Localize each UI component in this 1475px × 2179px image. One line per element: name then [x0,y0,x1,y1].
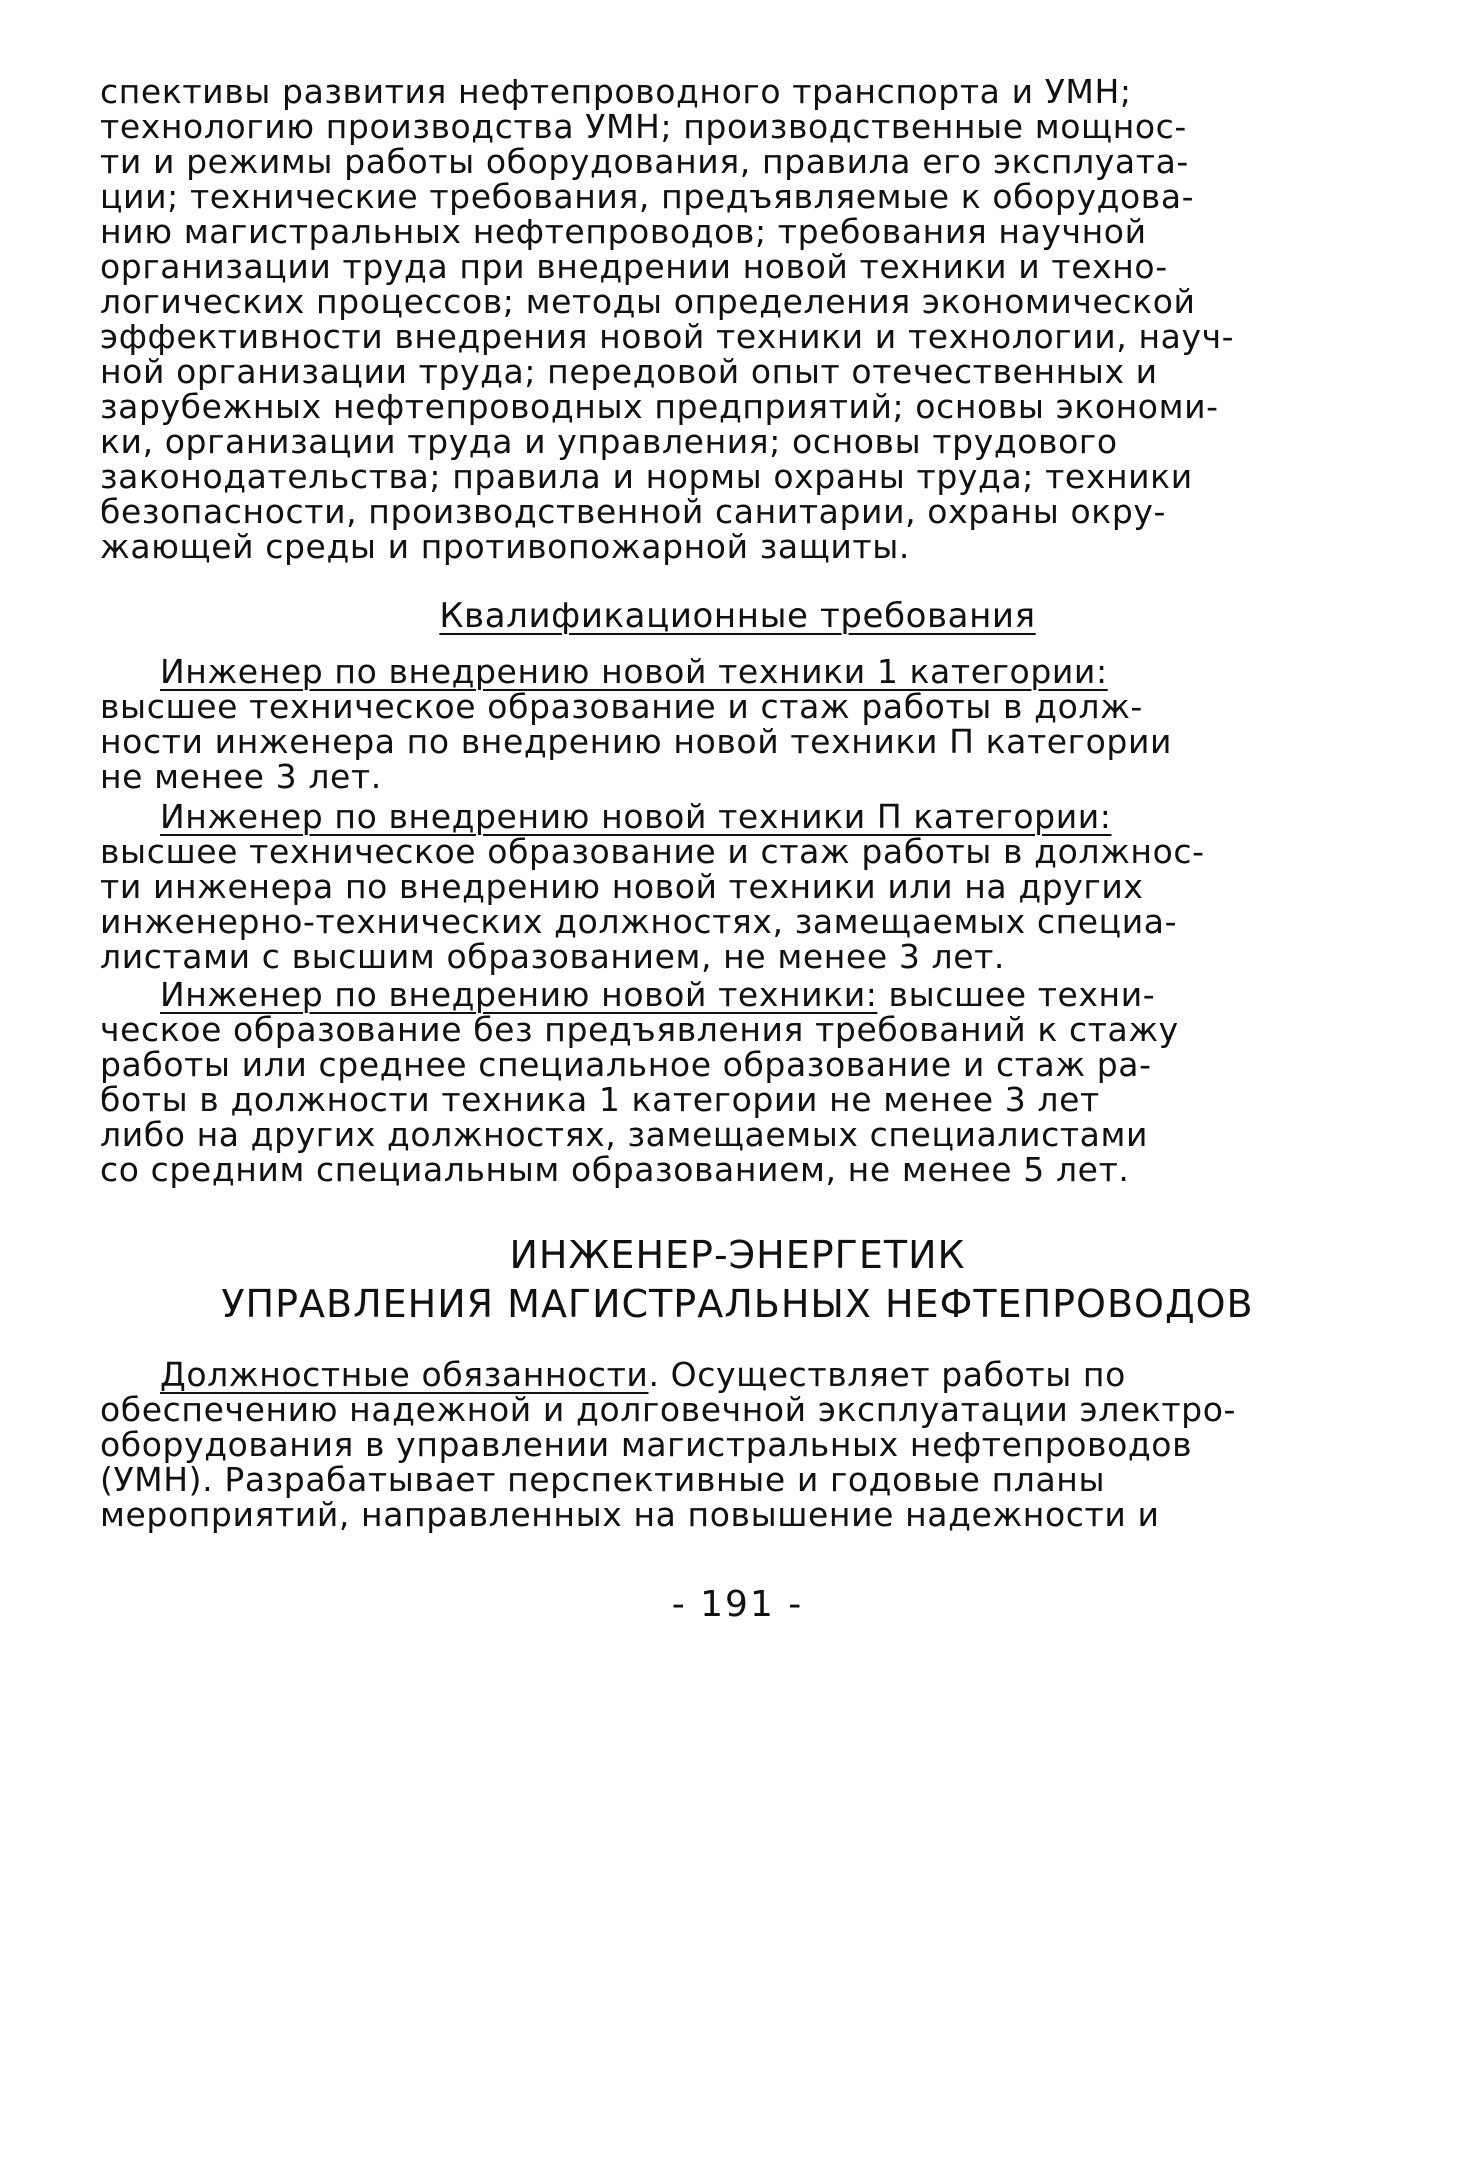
category1-title-line [160,652,1108,692]
intro-line: жающей среды и противопожарной защиты. [100,527,910,566]
intro-line: ки, организации труда и управления; основы трудового [100,422,1118,461]
category2-line: инженерно-технических должностях, замещаемых специа- [100,902,1178,941]
category2-line: листами с высшим образованием, не менее 3 лет. [100,937,1006,976]
intro-line: спективы развития нефтепроводного транспорта и УМН; [100,72,1132,111]
intro-line: ной организации труда; передовой опыт отечественных и [100,352,1158,391]
intro-line: организации труда при внедрении новой техники и техно- [100,247,1168,286]
intro-line: технологию производства УМН; производственные мощнос- [100,107,1187,146]
section-heading-line2: УПРАВЛЕНИЯ МАГИСТРАЛЬНЫХ НЕФТЕПРОВОДОВ [221,1282,1254,1326]
intro-line: логических процессов; методы определения экономической [100,282,1196,321]
duties-line: оборудования в управлении магистральных нефтепроводов [100,1425,1193,1464]
intro-line: ти и режимы работы оборудования, правила его эксплуата- [100,142,1189,181]
engineer-line: либо на других должностях, замещаемых специалистами [100,1115,1149,1154]
intro-line: нию магистральных нефтепроводов; требования научной [100,212,1147,251]
engineer-line: боты в должности техника 1 категории не менее 3 лет [100,1080,1100,1119]
duties-title: Должностные обязанности [160,1355,649,1394]
duties-line: обеспечению надежной и долговечной эксплуатации электро- [100,1390,1237,1429]
category2-line: высшее техническое образование и стаж работы в должнос- [100,832,1205,871]
qualification-section-title [0,596,1475,636]
page-number: - 191 - [671,1584,804,1625]
category1-line: не менее 3 лет. [100,757,382,796]
category2-title-line [160,797,1112,837]
engineer-line: ческое образование без предъявления требований к стажу [100,1010,1179,1049]
intro-line: зарубежных нефтепроводных предприятий; основы экономи- [100,387,1219,426]
intro-line: ции; технические требования, предъявляемые к оборудова- [100,177,1195,216]
engineer-first-line-rest: высшее техни- [877,975,1156,1014]
duties-first-line-rest: . Осуществляет работы по [648,1355,1126,1394]
engineer-title: Инженер по внедрению новой техники: [160,975,878,1014]
engineer-first-line [160,975,1155,1015]
duties-line: (УМН). Разрабатывает перспективные и годовые планы [100,1460,1106,1499]
intro-line: законодательства; правила и нормы охраны труда; техники [100,457,1193,496]
engineer-line: со средним специальным образованием, не менее 5 лет. [100,1150,1130,1189]
duties-first-line [160,1355,1126,1395]
category1-line: высшее техническое образование и стаж работы в долж- [100,687,1143,726]
intro-line: безопасности, производственной санитарии, охраны окру- [100,492,1167,531]
qualification-title-text: Квалификационные требования [439,596,1036,636]
category1-title: Инженер по внедрению новой техники 1 категории: [160,652,1108,691]
category2-title: Инженер по внедрению новой техники П категории: [160,797,1112,836]
intro-line: эффективности внедрения новой техники и технологии, науч- [100,317,1235,356]
category1-line: ности инженера по внедрению новой техники П категории [100,722,1173,761]
duties-line: мероприятий, направленных на повышение надежности и [100,1495,1160,1534]
category2-line: ти инженера по внедрению новой техники или на других [100,867,1144,906]
engineer-line: работы или среднее специальное образование и стаж ра- [100,1045,1152,1084]
section-heading-line1: ИНЖЕНЕР-ЭНЕРГЕТИК [509,1233,966,1277]
